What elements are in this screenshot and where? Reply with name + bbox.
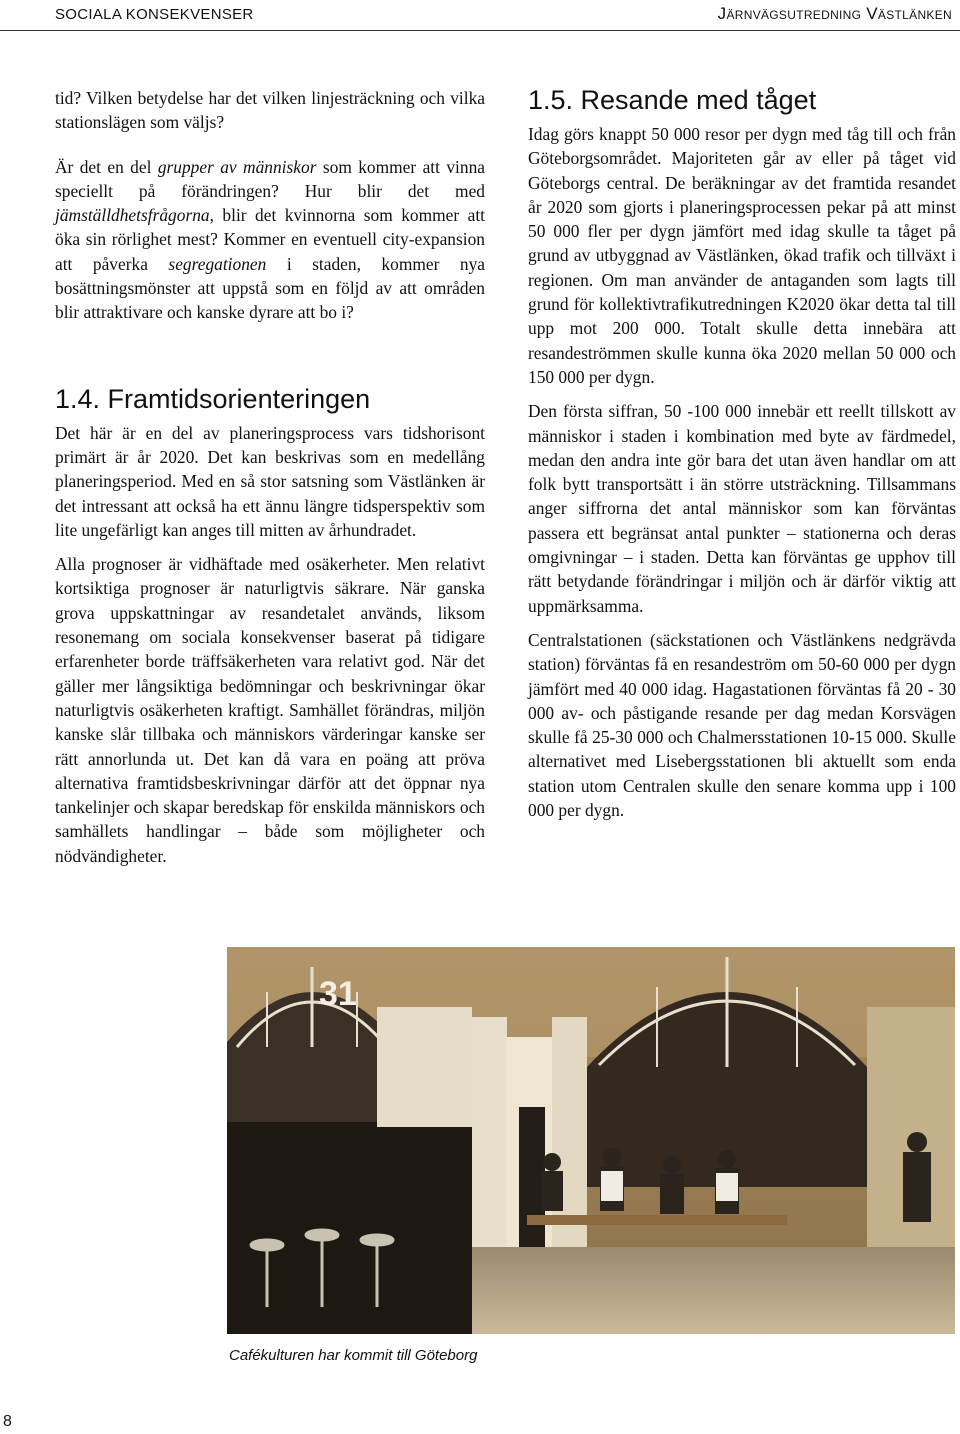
header-rule	[0, 30, 960, 31]
emphasis-equality: jämställdhetsfrågorna	[55, 205, 210, 226]
emphasis-groups: grupper av människor	[157, 156, 317, 177]
right-column	[528, 84, 956, 832]
document-title: Järnvägsutredning Västlänken	[717, 4, 952, 23]
photo-caption: Cafékulturen har kommit till Göteborg	[229, 1347, 478, 1364]
cafe-photo-illustration	[227, 947, 955, 1334]
paragraph-questions: Är det en del grupper av människor som kommer att vinna speciellt på förändringen? Hur blir det med jämställdhetsfrågorna, blir det kvinnorna som kommer att öka sin rörlighet mest? Kommer en eventuell city-expansion att påverka segregationen i staden, kommer nya bosättningsmönster att uppstå som en följd av att områden blir attraktivare och kanske dyrare att bo i?	[55, 156, 485, 323]
heading-resande: 1.5. Resande med tåget	[528, 85, 817, 115]
cafe-photo	[227, 947, 955, 1334]
paragraph-travel-today: Idag görs knappt 50 000 resor per dygn med tåg till och från Göteborgsområdet. Majoriteten går av eller på tåget vid Göteborgs central. De beräkningar av det framtida resandet år 2020 som gjorts i planeringsprocessen pekar på att minst 50 000 fler per dygn jämfört med idag skulle ta tåget på grund av utbyggnad av Västlänken, ökad trafik och tillväxt i regionen. Om man använder de antaganden som lagts till grund för kollektivtrafikutredningen K2020 ökar detta tal till upp mot 200 000. Totalt skulle detta innebära att resandeströmmen skulle kunna öka 2020 mellan 50 000 och 150 000 per dygn.	[528, 124, 956, 387]
paragraph-stations: Centralstationen (säckstationen och Västlänkens nedgrävda station) förväntas få en resandeström om 50-60 000 per dygn jämfört med 40 000 idag. Hagastationen förväntas få 20 - 30 000 av- och påstigande resande per dag medan Korsvägen skulle få 25-30 000 och Chalmersstationen 10-15 000. Skulle alternativet med Lisebergsstationen bli aktuellt som enda station utom Centralen skulle den senare komma upp i 100 000 per dygn.	[528, 629, 956, 821]
building-number-sign: 31	[319, 975, 357, 1013]
section-title: SOCIALA KONSEKVENSER	[55, 6, 254, 23]
heading-framtidsorienteringen: 1.4. Framtidsorienteringen	[55, 383, 371, 414]
paragraph-forecasts: Alla prognoser är vidhäftade med osäkerheter. Men relativt kortsiktiga prognoser är naturligtvis säkrare. När ganska grova uppskattningar av resandetalet används, liksom resonemang om sociala konsekvenser baserat på tidigare erfarenheter borde träffsäkerheten vara relativt god. När det gäller mer långsiktiga bedömningar och beskrivningar ökar naturligtvis osäkerheten kraftigt. Samhället förändras, miljön kanske slår tillbaka och människors värderingar kanske ser rätt annorlunda ut. Det kan då vara en poäng att pröva alternativa framtidsbeskrivningar därför att det öppnar nya tankelinjer och skapar beredskap för enskilda människors och samhällets handlingar – både som möjligheter och nödvändigheter.	[55, 554, 485, 866]
paragraph-first-figure: Den första siffran, 50 -100 000 innebär ett reellt tillskott av människor i staden i kombination med byte av färdmedel, medan den andra inte gör bara det utan även handlar om att folk bytt transportsätt i än större utsträckning. Tillsammans anger siffrorna det antal människor som kan förväntas passera ett begränsat antal punkter – stationerna och deras omgivningar – i staden. Detta kan förväntas ge upphov till rätt betydande förändringar i miljön och är därför viktig att uppmärksamma.	[528, 401, 956, 616]
emphasis-segregation: segregationen	[168, 253, 267, 274]
paragraph-time-horizon: Det här är en del av planeringsprocess vars tidshorisont primärt är år 2020. Det kan beskrivas som en medellång planeringsperiod. Med en så stor satsning som Västlänken är det intressant att också ha ett ännu längre tidsperspektiv som lite ungefärligt kan anges till mitten av århundradet.	[55, 422, 485, 540]
running-header	[0, 0, 960, 30]
page-number: 8	[3, 1413, 12, 1430]
left-column	[55, 86, 485, 878]
paragraph-intro: tid? Vilken betydelse har det vilken linjesträckning och vilka stationslägen som väljs?	[55, 88, 485, 133]
